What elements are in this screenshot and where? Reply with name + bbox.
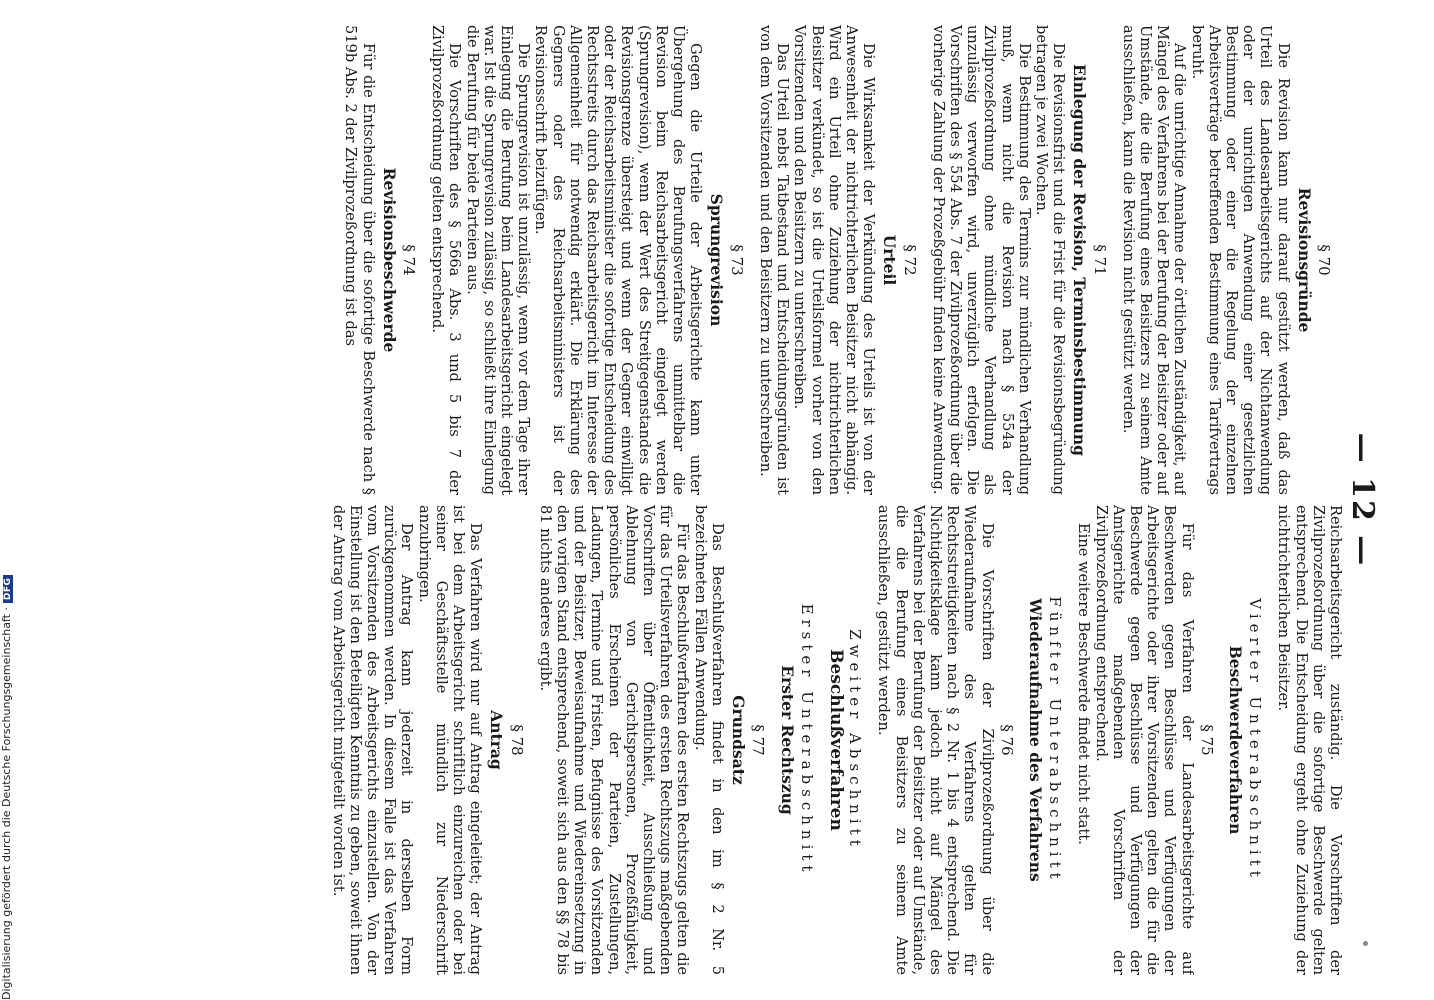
paragraph: Die Vorschriften der Zivilprozeßordnung über die Wiederaufnahme des Verfahrens gelten für Rechtsstreitigkeiten nach § 2 Nr. 1 bis 4 entsprechend. Die Nichtigkeitsklage kann jedoch nicht auf Mängel des Verfahrens bei der Berufung der Beisitzer oder auf Umstände, die die Berufung eines Beisitzers zu seinem Amte ausschließen, gestützt werden. xyxy=(875,505,996,975)
page-number-header: — 12 — xyxy=(1345,432,1380,568)
paragraph: Das Urteil nebst Tatbestand und Entscheidungsgründen ist von dem Vorsitzenden und den Beisitzern zu unterschreiben. xyxy=(756,25,792,495)
subsection-label: Vierter Unterabschnitt xyxy=(1246,598,1265,882)
footer-text: Digitalisierung gefördert durch die Deutsche Forschungsgemeinschaft · xyxy=(0,607,13,1000)
paragraph: Für die Entscheidung über die sofortige Beschwerde nach § 519b Abs. 2 der Zivilprozeßordnung ist das xyxy=(342,25,377,495)
paragraph: Die Vorschriften des § 566a Abs. 3 und 5 bis 7 der Zivilprozeßordnung gelten entsprechend. xyxy=(429,25,464,495)
paragraph: Das Beschlußverfahren findet in den im § 2 Nr. 5 bezeichneten Fällen Anwendung. xyxy=(691,505,726,975)
section-title: Sprungrevision xyxy=(707,193,727,327)
paragraph: Die Sprungrevision ist unzulässig, wenn vor dem Tage ihrer Einlegung die Berufung beim Landesarbeitsgericht eingelegt war. Ist die Sprungrevision zulässig, so schließt ihre Einlegung die Berufung für beide Parteien aus. xyxy=(463,25,533,495)
subsection-title: Beschwerdeverfahren xyxy=(1225,645,1245,835)
paragraph: Für das Beschlußverfahren des ersten Rechtszugs gelten die für das Urteilsverfahren des ersten Rechtszugs maßgebenden Vorschriften über Öffentlichkeit, Ausschließung und Ablehnung von Gerichtspersonen, Prozeßfähigkeit, persönliches Erscheinen der Parteien, Zustellungen, Ladungen, Termine und Fristen, Befugnisse des Vorsitzenden und der Beisitzer, Beweisaufnahme und Wiedereinsetzung in den vorigen Stand entsprechend, soweit sich aus den §§ 78 bis 81 nichts anderes ergibt. xyxy=(536,505,692,975)
paragraph: Gegen die Urteile der Arbeitsgerichte kann unter Übergehung des Berufungsverfahrens unmittelbar die Revision beim Reichsarbeitsgericht eingelegt werden (Sprungrevision), wenn der Wert des Streitgegenstandes die Revisionsgrenze übersteigt und wenn der Gegner einwilligt oder der Reichsarbeitsminister die sofortige Entscheidung des Rechtsstreits durch das Reichsarbeitsgericht im Interesse der Allgemeinheit für notwendig erklärt. Die Erklärung des Gegners oder des Reichsarbeitsministers ist der Revisionsschrift beizufügen. xyxy=(532,25,705,495)
section-title: Urteil xyxy=(880,234,900,286)
section-number: § 74 xyxy=(400,244,419,276)
section-title: Grundsatz xyxy=(729,695,749,785)
section-number: § 77 xyxy=(749,724,768,756)
subsection-title: Wiederaufnahme des Verfahrens xyxy=(1025,598,1045,882)
section-number: § 75 xyxy=(1197,724,1216,756)
section-title: Einlegung der Revision, Terminsbestimmung xyxy=(1070,64,1090,456)
dfg-logo: DFG xyxy=(3,575,13,604)
section-title: Revisionsbeschwerde xyxy=(379,167,399,353)
subsection-title: Erster Rechtszug xyxy=(777,665,797,815)
paragraph: Die Bestimmung des Termins zur mündlichen Verhandlung muß, wenn nicht die Revision nach § 554a der Zivilprozeßordnung ohne mündliche Verhandlung als unzulässig verworfen wird, unverzüglich erfolgen. Die Vorschriften des § 554 Abs. 7 der Zivilprozeßordnung über die vorherige Zahlung der Prozeßgebühr finden keine Anwendung. xyxy=(929,25,1033,495)
right-column xyxy=(44,505,1344,975)
subsection-label: Erster Unterabschnitt xyxy=(797,603,816,877)
section-title: Revisionsgründe xyxy=(1294,187,1314,333)
section-title: Antrag xyxy=(487,710,507,770)
paragraph: Die Revision kann nur darauf gestützt werden, daß das Urteil des Landesarbeitsgerichts auf der Nichtanwendung oder der unrichtigen Anwendung einer gesetzlichen Bestimmung oder einer die Regelung der einzelnen Arbeitsverträge betreffenden Bestimmung eines Tarifvertrags beruht. xyxy=(1188,25,1292,495)
left-column xyxy=(44,25,1344,495)
paragraph: Das Verfahren wird nur auf Antrag eingeleitet; der Antrag ist bei dem Arbeitsgericht schriftlich einzureichen oder bei seiner Geschäftsstelle mündlich zur Niederschrift anzubringen. xyxy=(415,505,485,975)
section-number: § 70 xyxy=(1315,244,1333,276)
chapter-label: Zweiter Abschnitt xyxy=(846,629,865,851)
paragraph: Reichsarbeitsgericht zuständig. Die Vorschriften der Zivilprozeßordnung über die sofortige Beschwerde gelten entsprechend. Die Entscheidung ergeht ohne Zuziehung der nichtrichterlichen Beisitzer. xyxy=(1275,505,1344,975)
section-number: § 72 xyxy=(900,244,919,276)
paragraph: Auf die unrichtige Annahme der örtlichen Zuständigkeit, auf Mängel des Verfahrens bei der Berufung der Beisitzer oder auf Umstände, die die Berufung eines Beisitzers zu seinem Amte ausschließen, kann die Revision nicht gestützt werden. xyxy=(1119,25,1189,495)
paragraph: Eine weitere Beschwerde findet nicht statt. xyxy=(1075,523,1093,845)
section-number: § 71 xyxy=(1090,244,1109,276)
section-number: § 76 xyxy=(997,724,1016,756)
section-number: § 73 xyxy=(727,244,746,276)
paragraph: Die Revisionsfrist und die Frist für die Revisionsbegründung betragen je zwei Wochen. xyxy=(1032,25,1068,495)
paragraph: Der Antrag kann jederzeit in derselben Form zurückgenommen werden. In diesem Falle ist das Verfahren vom Vorsitzenden des Arbeitsgerichts einzustellen. Von der Einstellung ist den Beteiligten Kenntnis zu geben, soweit ihnen der Antrag vom Arbeitsgericht mitgeteilt worden ist. xyxy=(329,505,416,975)
paragraph: Für das Verfahren der Landesarbeitsgerichte auf Beschwerden gegen Beschlüsse und Verfügungen der Arbeitsgerichte oder ihrer Vorsitzenden gelten die für die Beschwerde gegen Beschlüsse und Verfügungen der Amtsgerichte maßgebenden Vorschriften der Zivilprozeßordnung entsprechend. xyxy=(1092,505,1196,975)
chapter-title: Beschlußverfahren xyxy=(825,649,846,831)
digitization-footer xyxy=(0,0,14,1000)
section-number: § 78 xyxy=(507,724,526,756)
subsection-label: Fünfter Unterabschnitt xyxy=(1046,596,1065,884)
paragraph: Die Wirksamkeit der Verkündung des Urteils ist von der Anwesenheit der nichtrichterlichen Beisitzer nicht abhängig. Wird ein Urteil ohne Zuziehung der nichtrichterlichen Beisitzer verkündet, so ist die Urteilsformel vorher von den Vorsitzenden und den Beisitzern zu unterschreiben. xyxy=(791,25,878,495)
